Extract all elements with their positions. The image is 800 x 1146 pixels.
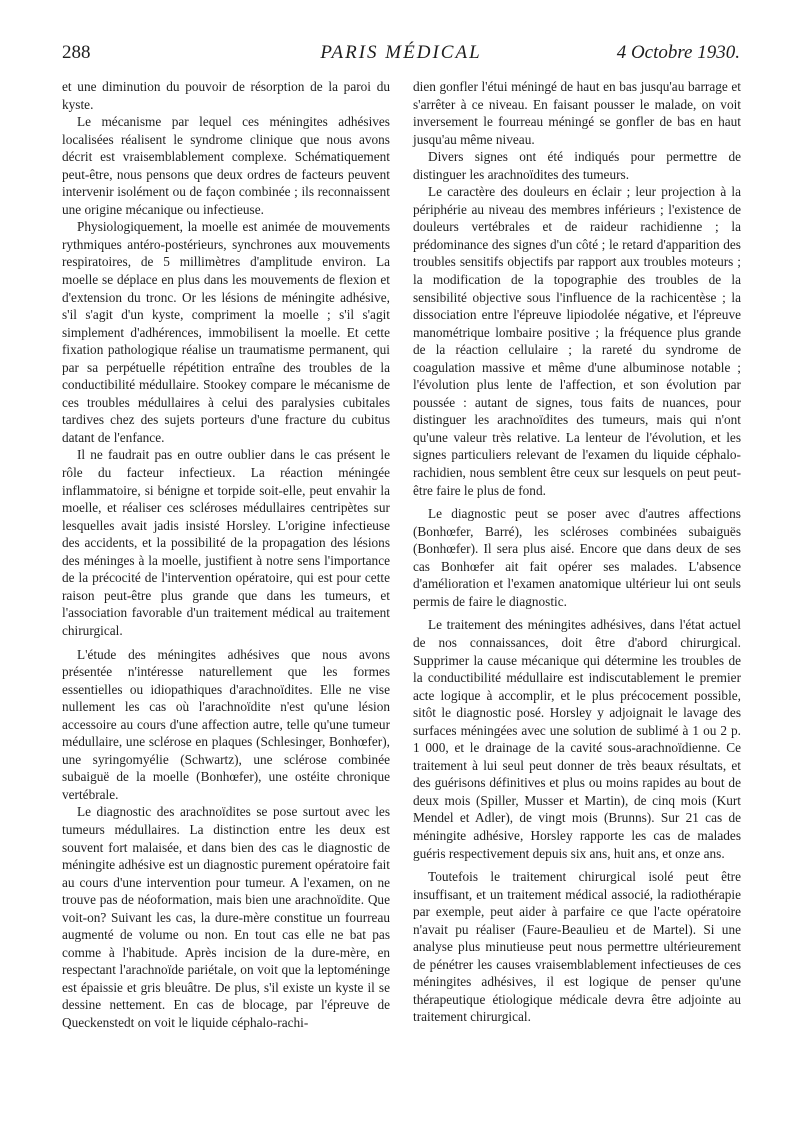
page-number: 288 [62,42,91,63]
paragraph: Il ne faudrait pas en outre oublier dans le cas présent le rôle du facteur infectieux. La réaction méningée inflammatoire, si bénigne et torpide soit-elle, peut envahir la moelle, et réaliser ces scléroses médullaires centripètes sur lesquelles avait jadis insisté Horsley. L'origine infectieuse des accidents, et la possibilité de la propagation des lésions des méninges à la moelle, justifient à notre sens l'importance de la précocité de l'intervention opératoire, qui est pour cette raison peut-être plus grande que dans les tumeurs, et l'association favorable d'un traitement médical au traitement chirurgical. [62,447,390,638]
running-header [62,42,740,72]
paragraph: Toutefois le traitement chirurgical isolé peut être insuffisant, et un traitement médical associé, la radiothérapie par exemple, peut aider à parfaire ce que l'acte opératoire n'avait pu réaliser (Faure-Beaulieu et de Martel). Si une analyse plus minutieuse peut nous permettre ultérieurement de pénétrer les causes vraisemblablement infectieuses de ces méningites adhésives, il est logique de penser qu'une thérapeutique étiologique médicale devra être adjointe au traitement chirurgical. [413,869,741,1025]
paragraph: Le mécanisme par lequel ces méningites adhésives localisées réalisent le syndrome clinique que nous avons décrit est vraisemblablement complexe. Schématiquement peut-être, nous pensons que deux ordres de facteurs peuvent intervenir isolément ou de façon combinée ; ils reconnaissent une origine mécanique ou infectieuse. [62,114,390,217]
journal-title: PARIS MÉDICAL [320,42,482,63]
issue-date: 4 Octobre 1930. [616,42,740,63]
paragraph: Le traitement des méningites adhésives, dans l'état actuel de nos connaissances, doit être d'abord chirurgical. Supprimer la cause mécanique qui détermine les troubles de la conductibilité médullaire est indiscutablement le premier acte logique à accomplir, et le plus précocement possible, sitôt le diagnostic posé. Horsley y adjoignait le lavage des surfaces méningées avec une solution de sublimé à 1 ou 2 p. 1 000, et le drainage de la cavité sous-arachnoïdienne. Ce traitement à lui seul peut donner de très beaux résultats, et des guérisons définitives et plus ou moins rapides au bout de deux mois (Spiller, Musser et Martin), de cinq mois (Kurt Mendel et Adler), de vingt mois (Brunns). Sur 21 cas de méningite adhésive, Horsley rapporte les cas de malades guéris respectivement depuis six ans, huit ans, et onze ans. [413,617,741,861]
paragraph: et une diminution du pouvoir de résorption de la paroi du kyste. [62,79,390,112]
paragraph: Le diagnostic des arachnoïdites se pose surtout avec les tumeurs médullaires. La distinction entre les deux est souvent fort malaisée, et dans bien des cas le diagnostic de méningite adhésive est un diagnostic purement opératoire fait au cours d'une intervention pour tumeur. A l'examen, on ne trouve pas de néoformation, mais bien une arachnoïdite. Que voit-on? Suivant les cas, la dure-mère constitue un fourreau augmenté de volume ou non. En tout cas elle ne bat pas comme à l'habitude. Après incision de la dure-mère, en respectant l'arachnoïde pariétale, on voit que la leptoméninge est épaissie et gris bleuâtre. De plus, s'il existe un kyste il se dessine nettement. En cas de blocage, par l'épreuve de Queckenstedt on voit le liquide céphalo-rachi- [62,804,390,1030]
paragraph: L'étude des méningites adhésives que nous avons présentée n'intéresse naturellement que les formes essentielles ou idiopathiques d'arachnoïdites. Elle ne vise nullement les cas où l'arachnoïdite n'est qu'une lésion accessoire au cours d'une affection autre, telle qu'une tumeur médullaire, une sclérose en plaques (Schlesinger, Bonhœfer), une syringomyélie (Schwartz), une sclérose combinée subaiguë de la moelle (Bonhœfer), une ostéite chronique vertébrale. [62,646,390,802]
left-column [62,78,390,1032]
paragraph: Le caractère des douleurs en éclair ; leur projection à la périphérie au niveau des membres inférieurs ; l'existence de douleurs vertébrales et de raideur rachidienne ; la prédominance des signes d'un côté ; le retard d'apparition des troubles sensitifs objectifs par rapport aux troubles moteurs ; la modification de la topographie des troubles de la sensibilité objective sous l'influence de la rachicentèse ; la dissociation entre l'épreuve lipiodolée négative, et l'épreuve manométrique lombaire positive ; la fréquence plus grande de la réaction cellulaire ; la rareté du syndrome de coagulation massive et même d'une albuminose notable ; l'évolution plus lente de l'affection, et son évolution par poussée : autant de signes, tous faits de nuances, pour distinguer les arachnoïdites des tumeurs, mais qui n'ont qu'une valeur très relative. La lenteur de l'évolution, et les signes particuliers relevant de l'examen du liquide céphalo-rachidien, nous semblent être ceux sur lesquels on peut peut-être faire le plus de fond. [413,184,741,498]
paragraph: Divers signes ont été indiqués pour permettre de distinguer les arachnoïdites des tumeurs. [413,149,741,182]
paragraph: Le diagnostic peut se poser avec d'autres affections (Bonhœfer, Barré), les scléroses combinées subaiguës (Bonhœfer). Il sera plus aisé. Encore que dans deux de ses cas Bonhœfer ait fait opérer ses malades. L'absence d'amélioration et l'examen anatomique ultérieur lui ont seuls permis de faire le diagnostic. [413,506,741,609]
paragraph: Physiologiquement, la moelle est animée de mouvements rythmiques antéro-postérieurs, synchrones aux mouvements respiratoires, de 5 millimètres d'amplitude environ. La moelle se déplace en plus dans les mouvements de flexion et d'extension du tronc. Or les lésions de méningite adhésive, s'il s'agit d'un kyste, compriment la moelle ; s'il s'agit simplement d'adhérences, immobilisent la moelle. Et cette fixation pathologique réalise un traumatisme permanent, qui par sa perpétuelle répétition entraîne des troubles de la conductibilité médullaire. Stookey compare le mécanisme de ces troubles médullaires à celui des paralysies cubitales tardives chez des sujets porteurs d'une fracture du cubitus datant de l'enfance. [62,219,390,445]
right-column [413,78,741,1026]
paragraph: dien gonfler l'étui méningé de haut en bas jusqu'au barrage et s'arrêter à ce niveau. En faisant pousser le malade, on voit inversement le fourreau méningé se gonfler de bas en haut jusqu'au même niveau. [413,79,741,147]
